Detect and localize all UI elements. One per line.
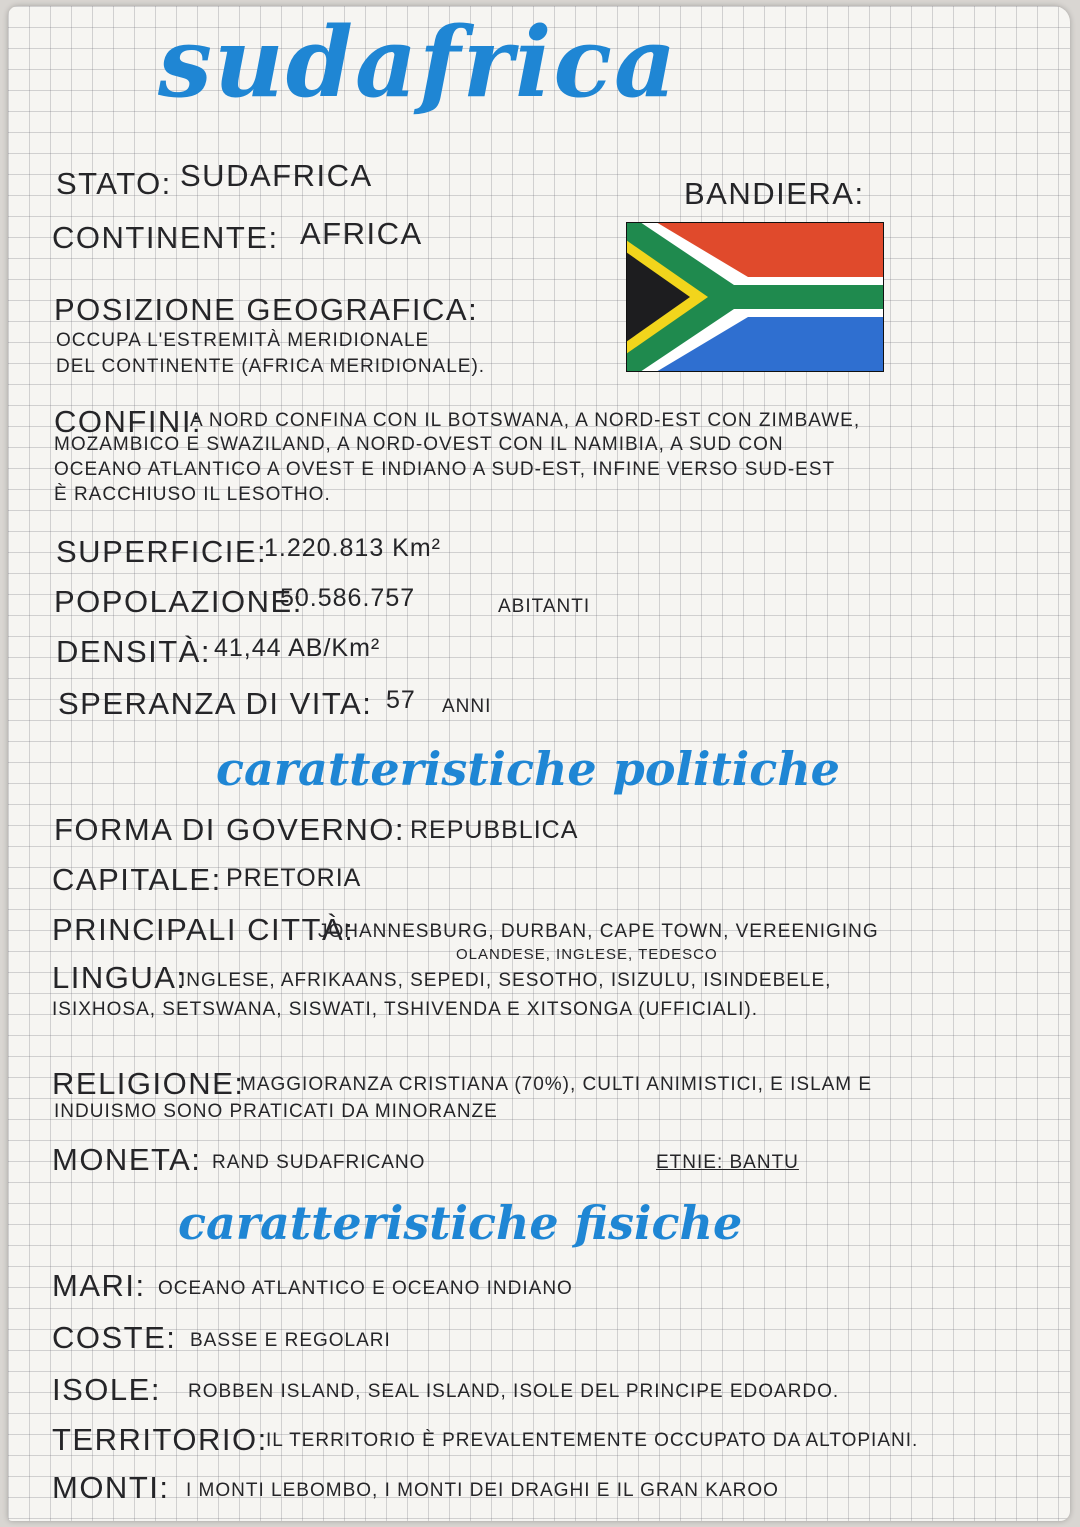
confini-label: CONFINI: bbox=[54, 404, 203, 439]
lingua-label: LINGUA: bbox=[52, 960, 187, 995]
moneta-value: RAND SUDAFRICANO bbox=[212, 1152, 426, 1173]
governo-value: REPUBBLICA bbox=[410, 816, 579, 844]
confini-line4: È RACCHIUSO IL LESOTHO. bbox=[54, 484, 331, 505]
densita-value: 41,44 AB/Km² bbox=[214, 634, 381, 662]
south-africa-flag bbox=[626, 222, 884, 372]
citta-value: JOHANNESBURG, DURBAN, CAPE TOWN, VEREENIGING bbox=[318, 921, 879, 942]
densita-label: DENSITÀ: bbox=[56, 634, 211, 669]
stato-value: SUDAFRICA bbox=[180, 158, 373, 193]
stato-label: STATO: bbox=[56, 166, 172, 201]
posizione-line2: DEL CONTINENTE (AFRICA MERIDIONALE). bbox=[56, 356, 486, 377]
continente-label: CONTINENTE: bbox=[52, 220, 279, 255]
bandiera-label: BANDIERA: bbox=[684, 176, 865, 211]
moneta-label: MONETA: bbox=[52, 1142, 202, 1177]
continente-value: AFRICA bbox=[300, 216, 423, 251]
lingua-line2: ISIXHOSA, SETSWANA, SISWATI, TSHIVENDA E XITSONGA (UFFICIALI). bbox=[52, 999, 758, 1020]
coste-label: COSTE: bbox=[52, 1320, 177, 1355]
popolazione-label: POPOLAZIONE: bbox=[54, 584, 303, 619]
confini-line2: MOZAMBICO E SWAZILAND, A NORD-OVEST CON IL NAMIBIA, A SUD CON bbox=[54, 434, 784, 455]
isole-value: ROBBEN ISLAND, SEAL ISLAND, ISOLE DEL PRINCIPE EDOARDO. bbox=[188, 1381, 840, 1402]
governo-label: FORMA DI GOVERNO: bbox=[54, 812, 406, 847]
territorio-label: TERRITORIO: bbox=[52, 1422, 268, 1457]
isole-label: ISOLE: bbox=[52, 1372, 161, 1407]
popolazione-value: 50.586.757 bbox=[280, 584, 416, 612]
religione-label: RELIGIONE: bbox=[52, 1066, 245, 1101]
citta-label: PRINCIPALI CITTÀ: bbox=[52, 912, 355, 947]
capitale-value: PRETORIA bbox=[226, 864, 362, 892]
confini-line1: A NORD CONFINA CON IL BOTSWANA, A NORD-EST CON ZIMBAWE, bbox=[190, 410, 861, 431]
religione-line1: MAGGIORANZA CRISTIANA (70%), CULTI ANIMISTICI, E ISLAM E bbox=[240, 1074, 873, 1095]
posizione-label: POSIZIONE GEOGRAFICA: bbox=[54, 292, 479, 327]
confini-line3: OCEANO ATLANTICO A OVEST E INDIANO A SUD-EST, INFINE VERSO SUD-EST bbox=[54, 459, 836, 480]
monti-label: MONTI: bbox=[52, 1470, 170, 1505]
capitale-label: CAPITALE: bbox=[52, 862, 222, 897]
fisiche-heading: caratteristiche fisiche bbox=[178, 1196, 743, 1250]
etnie-note: ETNIE: BANTU bbox=[656, 1152, 799, 1173]
mari-label: MARI: bbox=[52, 1268, 146, 1303]
posizione-line1: OCCUPA L'ESTREMITÀ MERIDIONALE bbox=[56, 330, 430, 351]
territorio-value: IL TERRITORIO È PREVALENTEMENTE OCCUPATO DA ALTOPIANI. bbox=[266, 1430, 919, 1451]
lingua-line1: INGLESE, AFRIKAANS, SEPEDI, SESOTHO, ISIZULU, ISINDEBELE, bbox=[180, 970, 832, 991]
notebook-page bbox=[8, 6, 1070, 1521]
monti-value: I MONTI LEBOMBO, I MONTI DEI DRAGHI E IL GRAN KAROO bbox=[186, 1480, 779, 1501]
page-title: sudafrica bbox=[158, 6, 679, 119]
popolazione-unit: ABITANTI bbox=[498, 596, 591, 617]
superficie-label: SUPERFICIE: bbox=[56, 534, 268, 569]
mari-value: OCEANO ATLANTICO E OCEANO INDIANO bbox=[158, 1278, 573, 1299]
lingua-insert: OLANDESE, INGLESE, TEDESCO bbox=[456, 946, 718, 963]
politiche-heading: caratteristiche politiche bbox=[216, 742, 840, 796]
religione-line2: INDUISMO SONO PRATICATI DA MINORANZE bbox=[54, 1101, 498, 1122]
speranza-value: 57 bbox=[386, 686, 416, 714]
superficie-value: 1.220.813 Km² bbox=[264, 534, 441, 562]
coste-value: BASSE E REGOLARI bbox=[190, 1330, 391, 1351]
speranza-label: SPERANZA DI VITA: bbox=[58, 686, 373, 721]
speranza-unit: ANNI bbox=[442, 696, 492, 717]
